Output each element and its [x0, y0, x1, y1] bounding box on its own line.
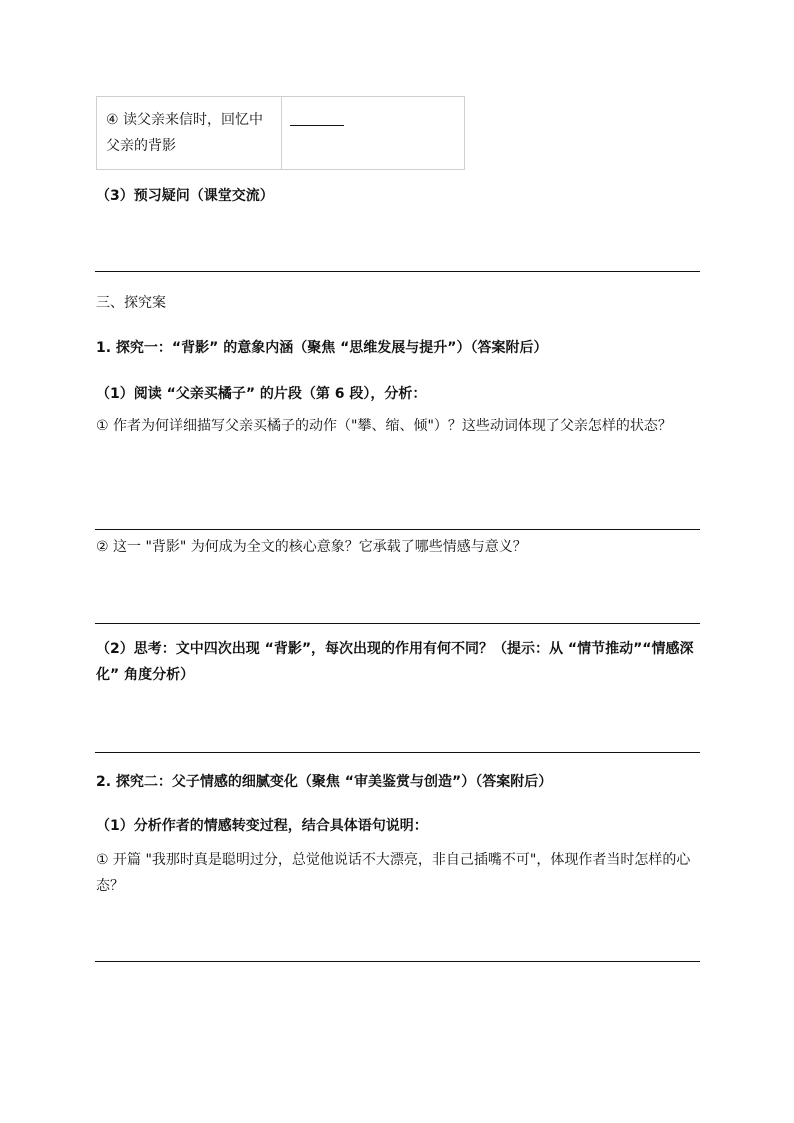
explore1-sub2: （2）思考：文中四次出现 “背影”，每次出现的作用有何不同？（提示：从 “情节推动”“情感深化” 角度分析） — [96, 641, 694, 683]
row4-label: ④ 读父亲来信时，回忆中父亲的背影 — [106, 112, 264, 154]
answer-line[interactable] — [95, 623, 700, 624]
memory-table — [96, 96, 465, 170]
section-title: 三、探究案 — [96, 295, 166, 311]
answer-line[interactable] — [95, 752, 700, 753]
explore2-question-1: ① 开篇 "我那时真是聪明过分，总觉他说话不大漂亮，非自己插嘴不可"，体现作者当时怎样的心态？ — [96, 852, 691, 894]
explore1-question-1: ① 作者为何详细描写父亲买橘子的动作（"攀、缩、倾"）？这些动词体现了父亲怎样的状态？ — [96, 418, 672, 434]
answer-line[interactable] — [95, 271, 700, 272]
preview-question-heading: （3）预习疑问（课堂交流） — [96, 188, 274, 204]
explore1-sub1: （1）阅读 “父亲买橘子” 的片段（第 6 段），分析： — [96, 386, 427, 402]
answer-blank[interactable] — [290, 125, 344, 126]
table-cell-label — [97, 97, 282, 170]
explore1-title: 1. 探究一：“背影” 的意象内涵（聚焦 “思维发展与提升”）（答案附后） — [96, 340, 548, 356]
answer-line[interactable] — [95, 529, 700, 530]
answer-line[interactable] — [95, 961, 700, 962]
explore1-question-2: ② 这一 "背影" 为何成为全文的核心意象？它承载了哪些情感与意义？ — [96, 539, 527, 555]
explore2-sub1: （1）分析作者的情感转变过程，结合具体语句说明： — [96, 818, 428, 834]
explore2-title: 2. 探究二：父子情感的细腻变化（聚焦 “审美鉴赏与创造”）（答案附后） — [96, 774, 553, 790]
table-row — [97, 97, 465, 170]
table-cell-answer — [282, 97, 465, 170]
